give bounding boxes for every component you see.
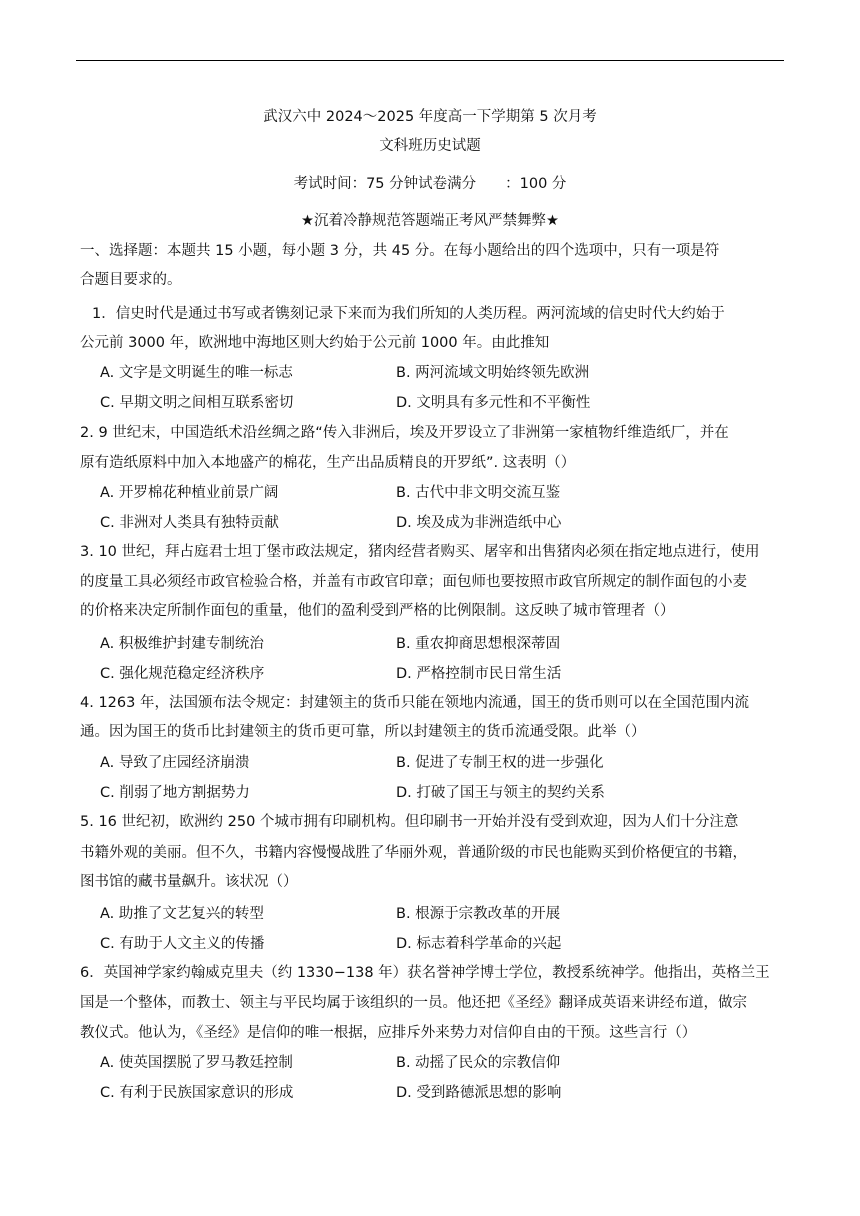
section-heading: 一、选择题：本题共 15 小题，每小题 3 分，共 45 分。在每小题给出的四个选项中，只有一项是符 [80, 243, 720, 259]
question-text: 的度量工具必须经市政官检验合格，并盖有市政官印章；面包师也要按照市政官所规定的制作面包的小麦 [80, 574, 747, 590]
option-b: B. 根源于宗教改革的开展 [396, 906, 561, 922]
section-heading-cont: 合题目要求的。 [80, 272, 182, 288]
question-text: 图书馆的藏书量飙升。该状况（） [80, 874, 298, 890]
option-d: D. 严格控制市民日常生活 [396, 666, 562, 682]
exam-motto: ★沉着冷静规范答题端正考风严禁舞弊★ [301, 213, 559, 229]
header-rule [76, 60, 784, 61]
option-a: A. 使英国摆脱了罗马教廷控制 [100, 1055, 293, 1071]
option-b: B. 两河流域文明始终领先欧洲 [396, 365, 590, 381]
option-d: D. 标志着科学革命的兴起 [396, 936, 562, 952]
question-text: 国是一个整体，而教士、领主与平民均属于该组织的一员。他还把《圣经》翻译成英语来讲经布道，做宗 [80, 995, 747, 1011]
option-c: C. 强化规范稳定经济秩序 [100, 666, 265, 682]
option-d: D. 文明具有多元性和不平衡性 [396, 395, 591, 411]
option-b: B. 重农抑商思想根深蒂固 [396, 636, 561, 652]
question-text: 书籍外观的美丽。但不久，书籍内容慢慢战胜了华丽外观，普通阶级的市民也能购买到价格便宜的书籍， [80, 845, 747, 861]
option-a: A. 助推了文艺复兴的转型 [100, 906, 264, 922]
question-text: 6．英国神学家约翰威克里夫（约 1330−138 年）获名誉神学博士学位，教授系统神学。他指出，英格兰王 [80, 965, 770, 981]
option-b: B. 动摇了民众的宗教信仰 [396, 1055, 561, 1071]
option-a: A. 积极维护封建专制统治 [100, 636, 264, 652]
exam-info: 考试时间：75 分钟试卷满分 ：100 分 [293, 176, 567, 192]
option-c: C. 削弱了地方割据势力 [100, 785, 250, 801]
question-text: 5. 16 世纪初，欧洲约 250 个城市拥有印刷机构。但印刷书一开始并没有受到欢迎，因为人们十分注意 [80, 814, 739, 830]
question-text: 4. 1263 年，法国颁布法令规定：封建领主的货币只能在领地内流通，国王的货币则可以在全国范围内流 [80, 695, 749, 711]
option-c: C. 早期文明之间相互联系密切 [100, 395, 294, 411]
option-a: A. 开罗棉花种植业前景广阔 [100, 485, 279, 501]
question-text: 1．信史时代是通过书写或者镌刻记录下来而为我们所知的人类历程。两河流域的信史时代大约始于 [92, 306, 725, 322]
question-text: 2. 9 世纪末，中国造纸术沿丝绸之路“传入非洲后，埃及开罗设立了非洲第一家植物纤维造纸厂，并在 [80, 425, 729, 441]
option-b: B. 促进了专制王权的进一步强化 [396, 755, 604, 771]
option-a: A. 文字是文明诞生的唯一标志 [100, 365, 293, 381]
option-a: A. 导致了庄园经济崩溃 [100, 755, 250, 771]
exam-title: 武汉六中 2024～2025 年度高一下学期第 5 次月考 [263, 109, 597, 125]
option-c: C. 非洲对人类具有独特贡献 [100, 515, 279, 531]
question-text: 通。因为国王的货币比封建领主的货币更可靠，所以封建领主的货币流通受限。此举（） [80, 724, 646, 740]
option-d: D. 埃及成为非洲造纸中心 [396, 515, 562, 531]
question-text: 教仪式。他认为，《圣经》是信仰的唯一根据，应排斥外来势力对信仰自由的干预。这些言行（） [80, 1025, 697, 1041]
option-c: C. 有利于民族国家意识的形成 [100, 1085, 294, 1101]
option-c: C. 有助于人文主义的传播 [100, 936, 265, 952]
question-text: 原有造纸原料中加入本地盛产的棉花，生产出品质精良的开罗纸”. 这表明（） [80, 455, 576, 471]
exam-subtitle: 文科班历史试题 [379, 138, 481, 154]
question-text: 3. 10 世纪，拜占庭君士坦丁堡市政法规定，猪肉经营者购买、屠宰和出售猪肉必须在指定地点进行，使用 [80, 544, 760, 560]
question-text: 的价格来决定所制作面包的重量，他们的盈利受到严格的比例限制。这反映了城市管理者（） [80, 603, 675, 619]
option-d: D. 打破了国王与领主的契约关系 [396, 785, 605, 801]
option-b: B. 古代中非文明交流互鉴 [396, 485, 561, 501]
option-d: D. 受到路德派思想的影响 [396, 1085, 562, 1101]
question-text: 公元前 3000 年，欧洲地中海地区则大约始于公元前 1000 年。由此推知 [80, 335, 550, 351]
